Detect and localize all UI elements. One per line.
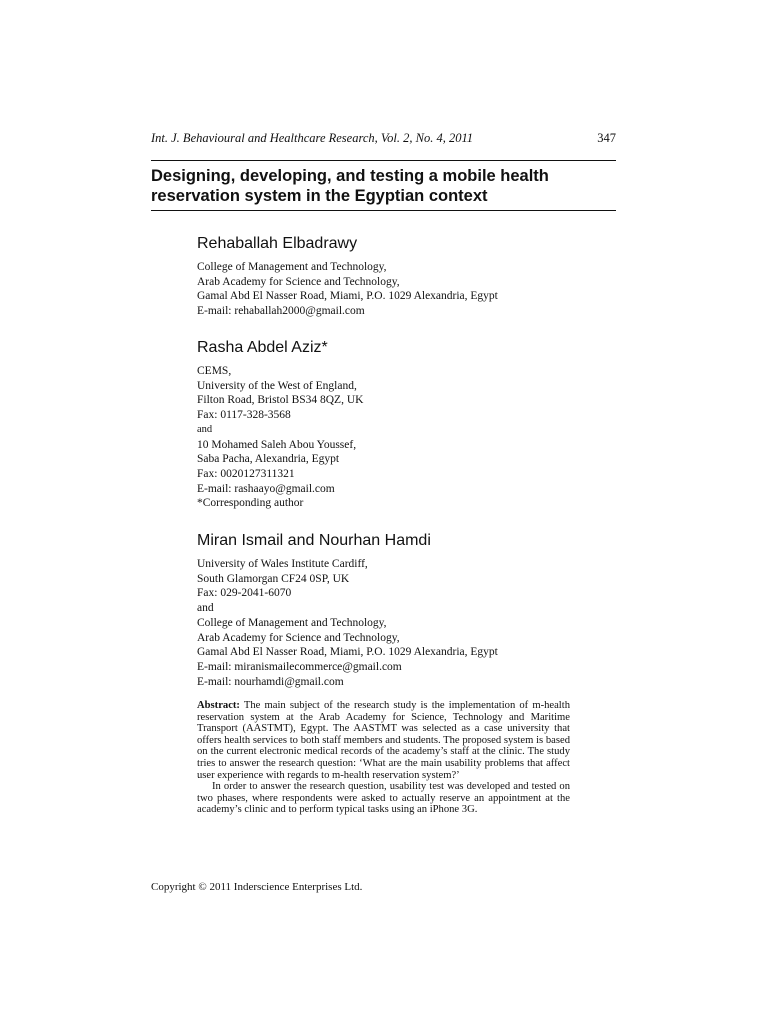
corresponding-author-note: *Corresponding author [197,497,304,510]
affiliation-line: University of the West of England, [197,379,357,392]
affiliation-line: Saba Pacha, Alexandria, Egypt [197,453,340,466]
abstract [197,700,570,816]
title-rule-top [151,160,616,161]
affiliation-line: Arab Academy for Science and Technology, [197,631,400,644]
affiliation-line: Gamal Abd El Nasser Road, Miami, P.O. 1029 Alexandria, Egypt [197,290,498,303]
abstract-paragraph-2: In order to answer the research question, usability test was developed and tested on two phases, where respondents were asked to actually reserve an appointment at the academy’s clinic and to perform typical tasks using an iPhone 3G. [197,781,570,816]
copyright-notice: Copyright © 2011 Inderscience Enterprises Ltd. [151,881,363,893]
author-name: Rasha Abdel Aziz* [197,339,328,356]
email-line: E-mail: rehaballah2000@gmail.com [197,305,365,318]
abstract-text: The main subject of the research study is the implementation of m-health reservation system at the Arab Academy for Science, Technology and Maritime Transport (AASTMT), Egypt. The AASTMT was selected as a case university that offers health services to both staff members and students. The proposed system is based on the current electronic medical records of the academy’s staff at the clinic. The study tries to answer the research question: ‘What are the main usability problems that affect user experience with regards to m-health reservation system?’ [197,700,570,781]
affiliation-line: Filton Road, Bristol BS34 8QZ, UK [197,394,364,407]
affiliation-line: CEMS, [197,365,232,377]
affiliation-line: College of Management and Technology, [197,616,387,629]
affiliation-line: 10 Mohamed Saleh Abou Youssef, [197,438,357,451]
page-number: 347 [597,131,616,145]
affiliation-line: Gamal Abd El Nasser Road, Miami, P.O. 1029 Alexandria, Egypt [197,646,498,659]
email-line: E-mail: miranismailecommerce@gmail.com [197,660,402,673]
fax-line: Fax: 0117-328-3568 [197,409,291,422]
affiliation-line: South Glamorgan CF24 0SP, UK [197,572,350,585]
author-block-1 [197,234,617,319]
affiliation-line: Arab Academy for Science and Technology, [197,275,400,288]
paper-title-line-1: Designing, developing, and testing a mobile health [151,167,549,185]
paper-title [151,166,616,206]
and-separator: and [197,602,214,615]
fax-line: Fax: 0020127311321 [197,467,295,480]
abstract-label: Abstract: [197,700,240,711]
author-block-2 [197,338,617,511]
running-head: Int. J. Behavioural and Healthcare Research, Vol. 2, No. 4, 2011 [151,131,474,145]
and-separator: and [197,423,213,435]
paper-title-line-2: reservation system in the Egyptian context [151,187,488,205]
title-rule-bottom [151,210,616,211]
fax-line: Fax: 029-2041-6070 [197,587,292,600]
abstract-paragraph-1 [197,700,570,781]
email-line: E-mail: rashaayo@gmail.com [197,482,335,495]
author-name: Miran Ismail and Nourhan Hamdi [197,532,431,549]
affiliation-line: College of Management and Technology, [197,261,387,273]
affiliation-line: University of Wales Institute Cardiff, [197,558,368,570]
author-block-3 [197,531,617,689]
email-line: E-mail: nourhamdi@gmail.com [197,675,344,688]
author-name: Rehaballah Elbadrawy [197,235,358,252]
